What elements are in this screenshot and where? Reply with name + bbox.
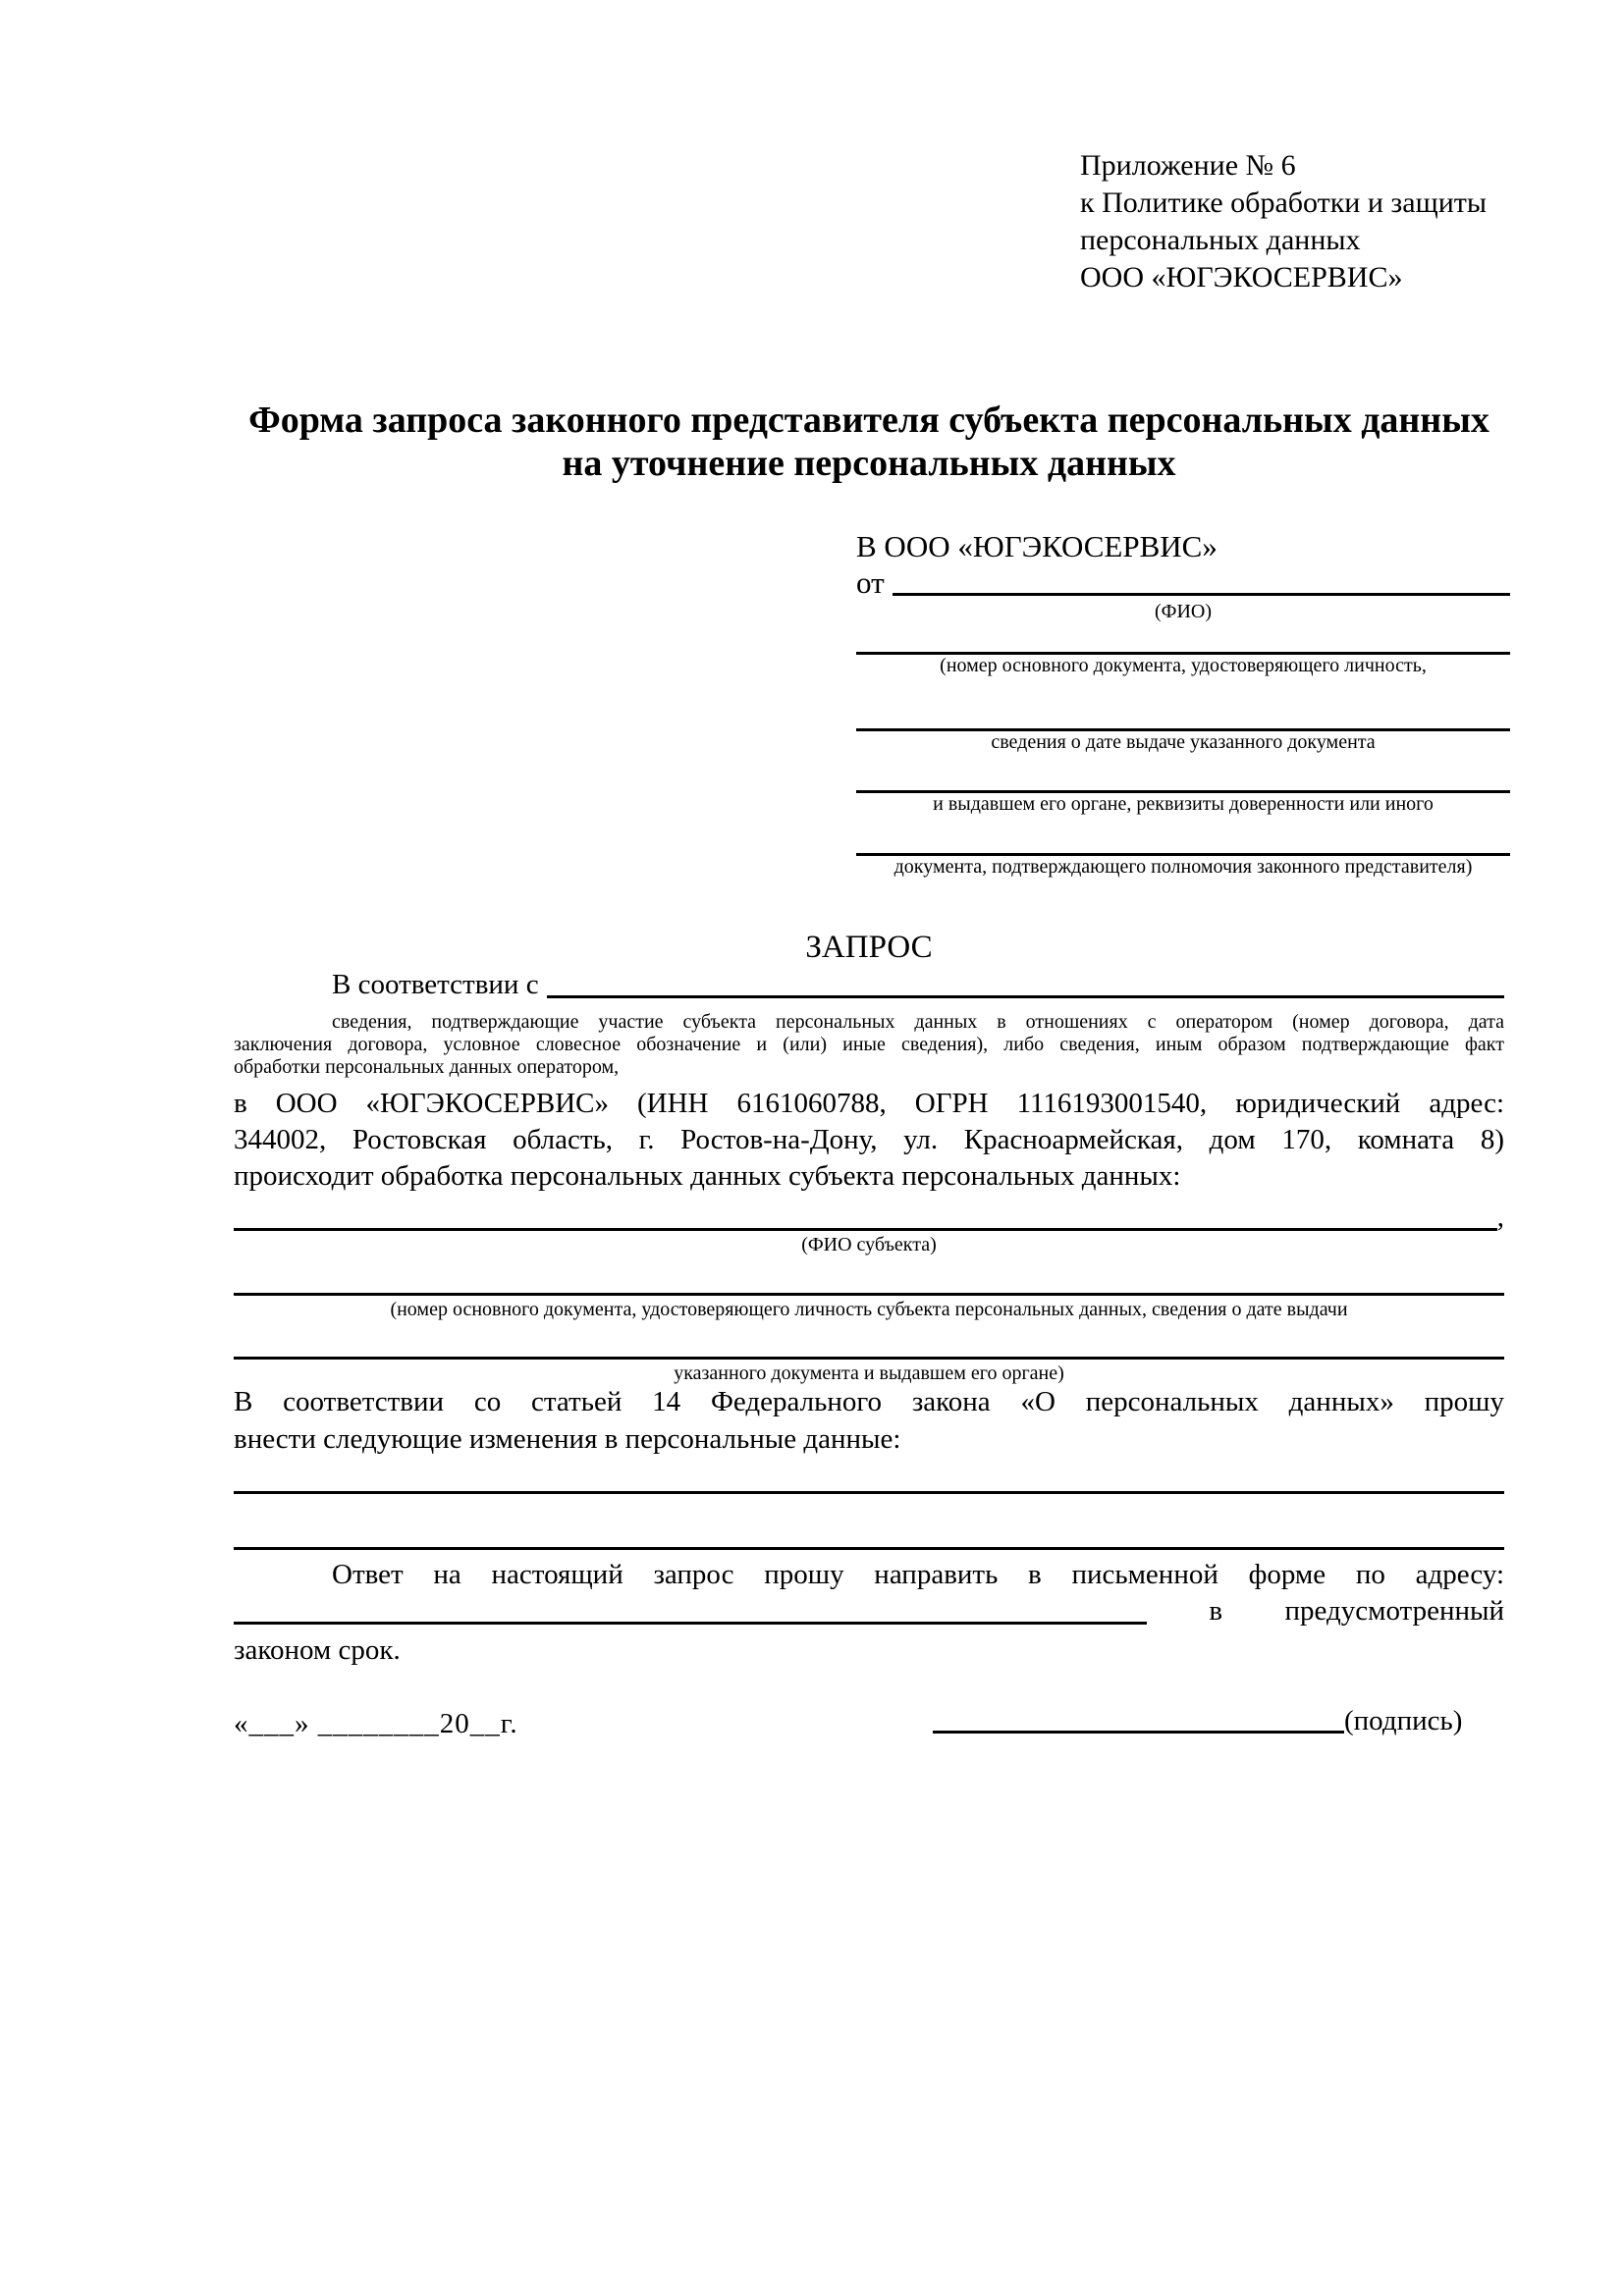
operator-line3: происходит обработка персональных данных субъекта персональных данных: xyxy=(234,1160,1181,1192)
basis-note-line2: заключения договора, условное словесное обозначение и (или) иные сведения), либо сведения, иным образом подтверждающие факт xyxy=(234,1034,1504,1055)
basis-blank xyxy=(547,995,1504,998)
subject-doc-caption-2: указанного документа и выдавшем его органе) xyxy=(674,1362,1064,1384)
basis-field xyxy=(234,968,1504,1001)
representative-doc-blank-3 xyxy=(856,754,1510,793)
subject-fio-blank xyxy=(234,1228,1497,1231)
date-field: «___» ________20__г. xyxy=(234,1708,518,1739)
appendix-note xyxy=(1080,147,1542,296)
answer-word-prescribed: предусмотренный xyxy=(1284,1595,1504,1627)
basis-note-line1: сведения, подтверждающие участие субъекта персональных данных в отношениях с оператором (номер договора, дата xyxy=(332,1011,1504,1033)
operator-line1: в ООО «ЮГЭКОСЕРВИС» (ИНН 6161060788, ОГРН 1116193001540, юридический адрес: xyxy=(234,1088,1504,1119)
subject-doc-blank-2 xyxy=(234,1329,1504,1360)
law-paragraph xyxy=(234,1383,1504,1458)
representative-doc-blank-4 xyxy=(856,816,1510,856)
representative-doc-blank-2 xyxy=(856,677,1510,731)
form-title-line1: Форма запроса законного представителя субъекта персональных данных xyxy=(248,400,1489,441)
doc-caption-3: и выдавшем его органе, реквизиты доверенности или иного xyxy=(933,793,1434,815)
subject-fio-caption: (ФИО субъекта) xyxy=(801,1234,937,1255)
basis-label: В соответствии с xyxy=(332,969,539,1000)
doc-caption-2: сведения о дате выдаче указанного документа xyxy=(991,731,1376,753)
answer-word-in: в xyxy=(1209,1595,1223,1627)
doc-caption-4: документа, подтверждающего полномочия законного представителя) xyxy=(893,856,1473,878)
basis-note-line3: обработки персональных данных оператором, xyxy=(234,1056,620,1078)
answer-paragraph: Ответ на настоящий запрос прошу направить в письменной форме по адресу: xyxy=(332,1559,1504,1590)
appendix-line: персональных данных xyxy=(1080,224,1361,256)
form-title xyxy=(234,399,1504,485)
from-field xyxy=(856,565,1510,601)
appendix-line: к Политике обработки и защиты xyxy=(1080,187,1488,219)
from-label: от xyxy=(856,565,885,600)
doc-caption-1: (номер основного документа, удостоверяющего личность, xyxy=(940,655,1427,676)
operator-line2: 344002, Ростовская область, г. Ростов-на-Дону, ул. Красноармейская, дом 170, комната 8) xyxy=(234,1124,1504,1155)
addressee-block xyxy=(856,528,1510,879)
fio-caption: (ФИО) xyxy=(1154,601,1212,622)
answer-address-field xyxy=(234,1594,1504,1628)
subject-fio-field xyxy=(234,1201,1504,1234)
signature-field xyxy=(933,1704,1462,1737)
addressee-organization: В ООО «ЮГЭКОСЕРВИС» xyxy=(856,529,1218,563)
appendix-line: ООО «ЮГЭКОСЕРВИС» xyxy=(1080,261,1403,294)
operator-paragraph xyxy=(234,1086,1504,1195)
appendix-line: Приложение № 6 xyxy=(1080,149,1296,182)
law-line1: В соответствии со статьей 14 Федерального закона «О персональных данных» прошу xyxy=(234,1386,1504,1417)
basis-note xyxy=(234,1011,1504,1079)
term-text: законом срок. xyxy=(234,1634,401,1666)
subject-doc-blank-1 xyxy=(234,1265,1504,1296)
trailing-comma: , xyxy=(1496,1201,1504,1233)
representative-fio-blank xyxy=(893,593,1510,596)
changes-blank-2 xyxy=(234,1520,1504,1550)
law-line2: внести следующие изменения в персональные данные: xyxy=(234,1423,901,1455)
signature-caption: (подпись) xyxy=(1344,1705,1463,1736)
subject-doc-caption-1: (номер основного документа, удостоверяющего личность субъекта персональных данных, сведения о дате выдачи xyxy=(390,1299,1348,1320)
request-heading: ЗАПРОС xyxy=(805,930,933,965)
representative-doc-blank-1 xyxy=(856,623,1510,655)
signature-blank xyxy=(933,1731,1344,1734)
changes-blank-1 xyxy=(234,1464,1504,1494)
address-blank xyxy=(234,1622,1147,1625)
form-title-line2: на уточнение персональных данных xyxy=(562,443,1176,484)
